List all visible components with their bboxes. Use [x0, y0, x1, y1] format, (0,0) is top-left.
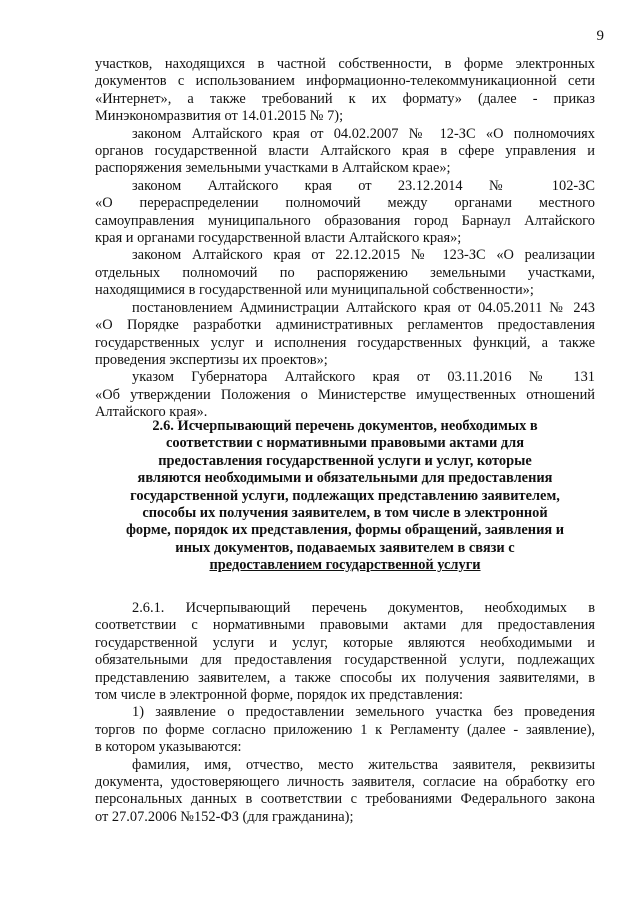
heading-line: 2.6. Исчерпывающий перечень документов, необходимых в — [152, 418, 538, 434]
paragraph-line: указом Губернатора Алтайского края от 03.11.2016 № 131 — [132, 369, 595, 386]
paragraph-line: находящимися в государственной или муниципальной собственности»; — [95, 282, 534, 299]
heading-line: предоставлением государственной услуги — [209, 557, 481, 574]
paragraph-line: «Интернет», а также требований к их формату» (далее - приказ — [95, 90, 595, 107]
paragraph-line: торгов по форме согласно приложению 1 к Регламенту (далее - заявление), — [95, 721, 595, 738]
paragraph-line: органов государственной власти Алтайского края в сфере управления и — [95, 143, 595, 160]
paragraph-line: участков, находящихся в частной собственности, в форме электронных — [95, 56, 595, 72]
paragraph-line: государственных услуг и исполнения государственных функций, а также — [95, 334, 595, 351]
heading-line: способы их получения заявителем, в том числе в электронной — [142, 505, 548, 522]
paragraph-line: самоуправления муниципального образования город Барнаул Алтайского — [95, 212, 595, 229]
section-heading-text — [95, 418, 595, 575]
document-body-bottom — [95, 600, 595, 826]
paragraph-line: края и органами государственной власти Алтайского края»; — [95, 230, 462, 247]
paragraph-line: документов с использованием информационно-телекоммуникационной сети — [95, 73, 595, 90]
paragraph-line: законом Алтайского края от 22.12.2015 № 123-ЗС «О реализации — [132, 247, 595, 264]
paragraph-line: в котором указываются: — [95, 739, 242, 756]
paragraph-line: «О Порядке разработки административных регламентов предоставления — [95, 317, 595, 334]
paragraph-line: Алтайского края». — [95, 404, 208, 421]
heading-line: являются необходимыми и обязательными для предоставления — [137, 470, 553, 487]
paragraph-line: соответствии с нормативными правовыми актами для предоставления — [95, 617, 595, 634]
paragraph-line: «О перераспределении полномочий между органами местного — [95, 195, 595, 212]
paragraph-line: Минэкономразвития от 14.01.2015 № 7); — [95, 108, 344, 125]
heading-line: предоставления государственной услуги и услуг, которые — [158, 452, 532, 469]
paragraph-line: «Об утверждении Положения о Министерстве имущественных отношений — [95, 386, 595, 403]
paragraph-line: том числе в электронной форме, порядок их представления: — [95, 687, 463, 704]
paragraph-line: проведения экспертизы их проектов»; — [95, 351, 328, 368]
paragraph-line: законом Алтайского края от 23.12.2014 № 102-ЗС — [132, 177, 595, 194]
paragraph-line: от 27.07.2006 №152-ФЗ (для гражданина); — [95, 808, 354, 825]
heading-line: государственной услуги, подлежащих представлению заявителем, — [130, 487, 560, 504]
page-number: 9 — [596, 28, 604, 44]
paragraph-line: персональных данных в соответствии с требованиями Федерального закона — [95, 791, 595, 808]
paragraph-line: документа, удостоверяющего личность заявителя, согласие на обработку его — [95, 774, 595, 791]
paragraph-line: постановлением Администрации Алтайского края от 04.05.2011 № 243 — [132, 299, 595, 316]
heading-line: иных документов, подаваемых заявителем в связи с — [175, 539, 515, 556]
paragraph-line: 1) заявление о предоставлении земельного участка без проведения — [132, 704, 595, 721]
heading-line: соответствии с нормативными правовыми актами для — [165, 435, 525, 452]
section-heading — [95, 418, 595, 575]
paragraph-line: распоряжения земельными участками в Алтайском крае»; — [95, 160, 451, 177]
paragraph-line: фамилия, имя, отчество, место жительства заявителя, реквизиты — [132, 756, 595, 773]
paragraph-line: 2.6.1. Исчерпывающий перечень документов, необходимых в — [132, 600, 595, 616]
paragraph-line: представлению заявителем, а также способы их получения заявителями, в — [95, 669, 595, 686]
heading-line: форме, порядок их представления, формы обращений, заявления и — [125, 522, 565, 539]
document-body-top — [95, 56, 595, 422]
paragraph-line: государственной услуги и услуг, которые являются необходимыми и — [95, 634, 595, 651]
paragraph-line: законом Алтайского края от 04.02.2007 № 12-ЗС «О полномочиях — [132, 125, 595, 142]
paragraph-line: отдельных полномочий по распоряжению земельными участками, — [95, 264, 595, 281]
paragraph-line: обязательными для предоставления государственной услуги, подлежащих — [95, 652, 595, 669]
